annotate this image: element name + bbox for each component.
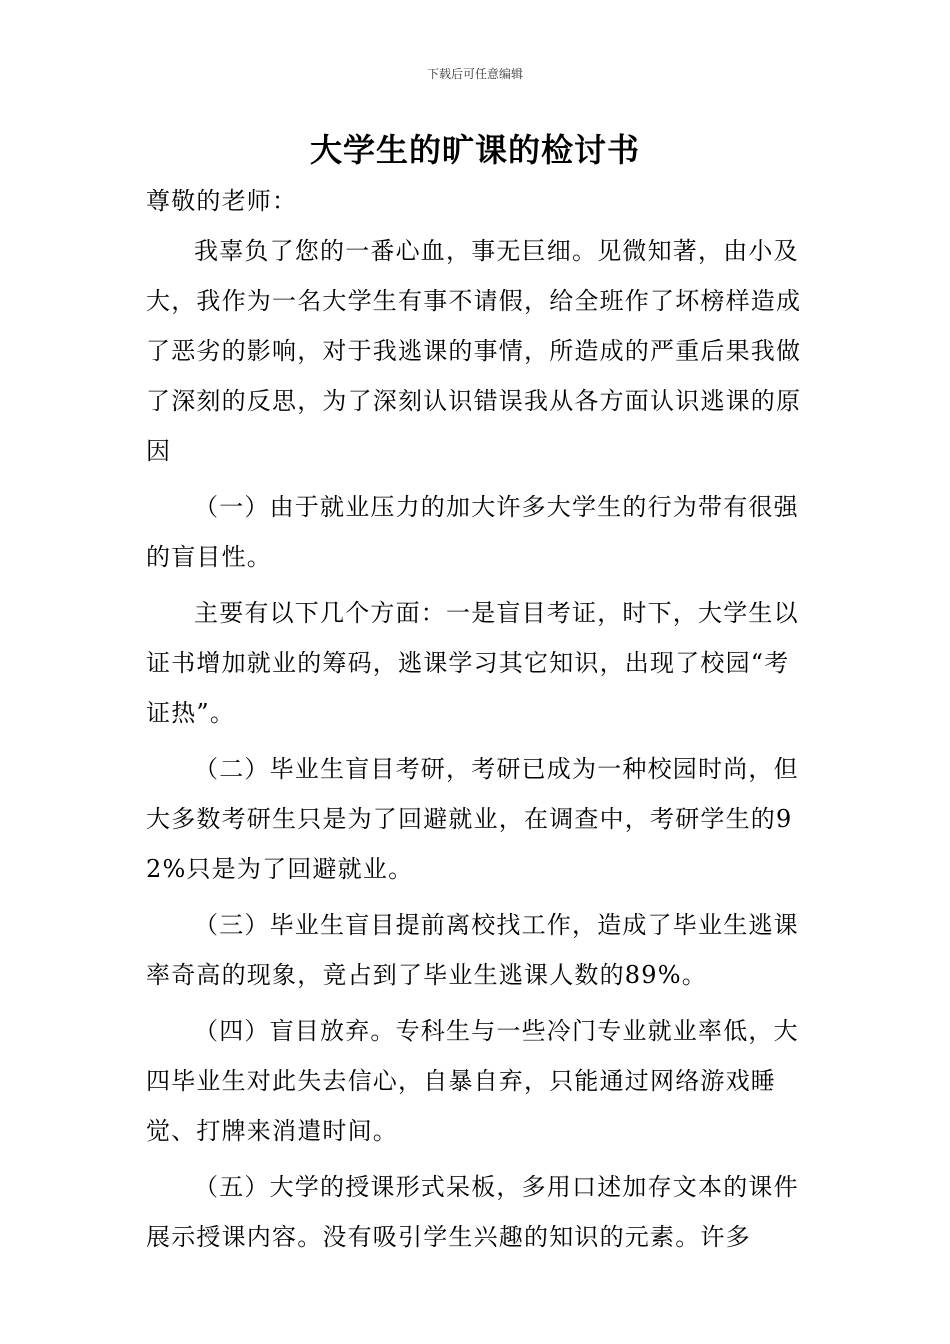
- document-title: 大学生的旷课的检讨书: [309, 131, 640, 169]
- paragraph-4: （二）毕业生盲目考研，考研已成为一种校园时尚，但大多数考研生只是为了回避就业，在调查中，考研学生的92%只是为了回避就业。: [146, 755, 799, 883]
- paragraph-3: 主要有以下几个方面：一是盲目考证，时下，大学生以证书增加就业的筹码，逃课学习其它知识，出现了校园“考证热”。: [146, 599, 799, 727]
- paragraph-2: （一）由于就业压力的加大许多大学生的行为带有很强的盲目性。: [146, 493, 799, 571]
- document-body: [146, 176, 812, 1262]
- header-note: 下载后可任意编辑: [426, 67, 523, 81]
- paragraph-6: （四）盲目放弃。专科生与一些冷门专业就业率低，大四毕业生对此失去信心，自暴自弃，只能通过网络游戏睡觉、打牌来消遣时间。: [146, 1017, 799, 1145]
- paragraph-1: 我辜负了您的一番心血，事无巨细。见微知著，由小及大，我作为一名大学生有事不请假，给全班作了坏榜样造成了恶劣的影响，对于我逃课的事情，所造成的严重后果我做了深刻的反思，为了深刻认识错误我从各方面认识逃课的原因: [146, 237, 802, 465]
- paragraph-7: （五）大学的授课形式呆板，多用口述加存文本的课件展示授课内容。没有吸引学生兴趣的知识的元素。许多: [146, 1173, 799, 1251]
- paragraph-5: （三）毕业生盲目提前离校找工作，造成了毕业生逃课率奇高的现象，竟占到了毕业生逃课人数的89%。: [146, 911, 799, 989]
- salutation: 尊敬的老师：: [146, 187, 298, 215]
